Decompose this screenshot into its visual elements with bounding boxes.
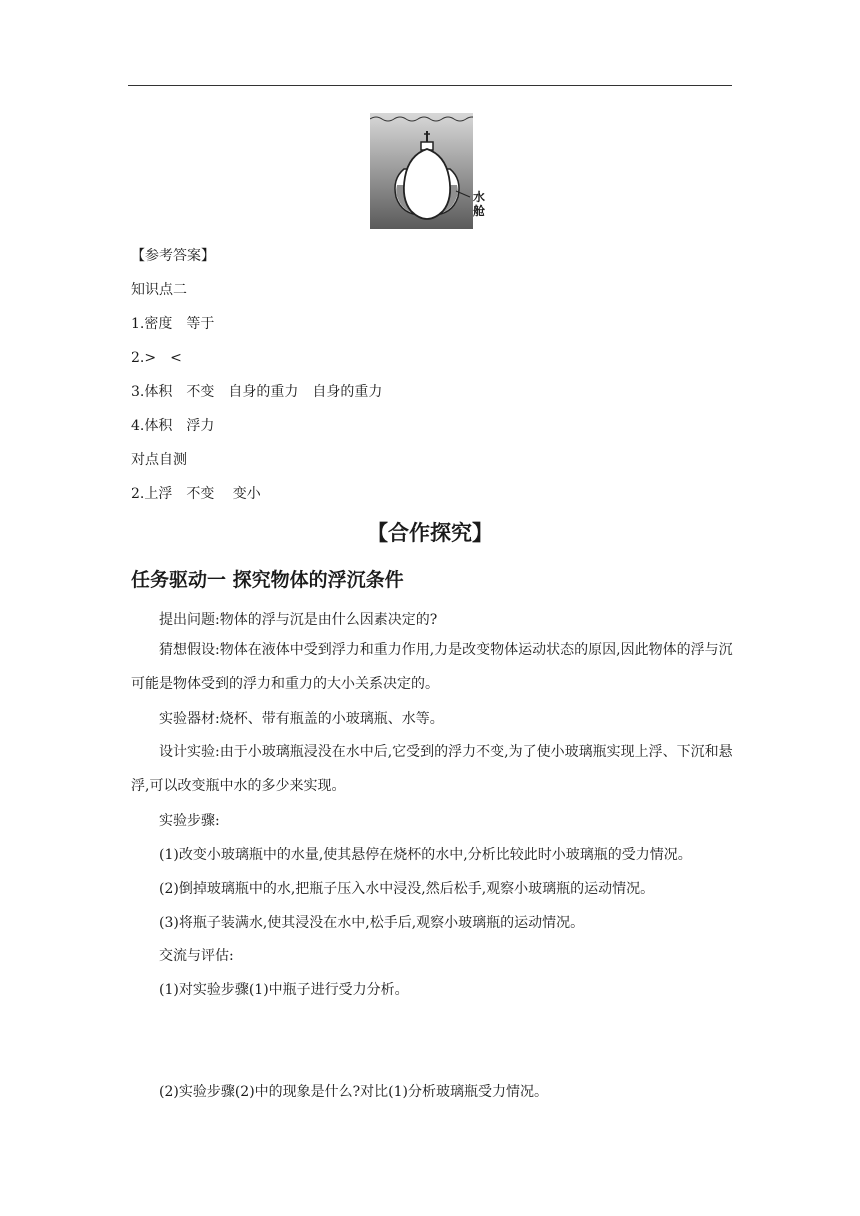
answer-item: 4.体积 浮力	[131, 418, 215, 434]
submarine-figure	[370, 113, 486, 229]
submarine-diagram-icon	[370, 113, 473, 229]
answer-item: 3.体积 不变 自身的重力 自身的重力	[131, 384, 383, 400]
header-rule	[128, 85, 732, 86]
question-paragraph: 提出问题:物体的浮与沉是由什么因素决定的?	[159, 612, 438, 628]
knowledge-point-title: 知识点二	[131, 282, 187, 298]
answer-item: 2.上浮 不变 变小	[131, 486, 261, 502]
task-title: 任务驱动一 探究物体的浮沉条件	[131, 569, 404, 591]
section-title: 【合作探究】	[367, 521, 493, 545]
step-item: (3)将瓶子装满水,使其浸没在水中,松手后,观察小玻璃瓶的运动情况。	[159, 915, 585, 931]
materials-paragraph: 实验器材:烧杯、带有瓶盖的小玻璃瓶、水等。	[159, 711, 444, 727]
design-paragraph: 设计实验:由于小玻璃瓶浸没在水中后,它受到的浮力不变,为了使小玻璃瓶实现上浮、下沉和悬浮,可以改变瓶中水的多少来实现。	[131, 744, 733, 794]
answers-header: 【参考答案】	[131, 248, 215, 264]
self-test-title: 对点自测	[131, 452, 187, 468]
hypothesis-paragraph: 猜想假设:物体在液体中受到浮力和重力作用,力是改变物体运动状态的原因,因此物体的浮与沉可能是物体受到的浮力和重力的大小关系决定的。	[131, 642, 733, 692]
evaluation-item: (2)实验步骤(2)中的现象是什么?对比(1)分析玻璃瓶受力情况。	[159, 1084, 548, 1100]
answer-item: 2.> <	[131, 350, 182, 366]
step-item: (1)改变小玻璃瓶中的水量,使其悬停在烧杯的水中,分析比较此时小玻璃瓶的受力情况。	[159, 847, 692, 863]
evaluation-label: 交流与评估:	[159, 948, 234, 964]
water-tank-label: 水 舱	[473, 190, 486, 218]
answer-item: 1.密度 等于	[131, 316, 215, 332]
steps-label: 实验步骤:	[159, 813, 220, 829]
step-item: (2)倒掉玻璃瓶中的水,把瓶子压入水中浸没,然后松手,观察小玻璃瓶的运动情况。	[159, 881, 655, 897]
evaluation-item: (1)对实验步骤(1)中瓶子进行受力分析。	[159, 982, 409, 998]
